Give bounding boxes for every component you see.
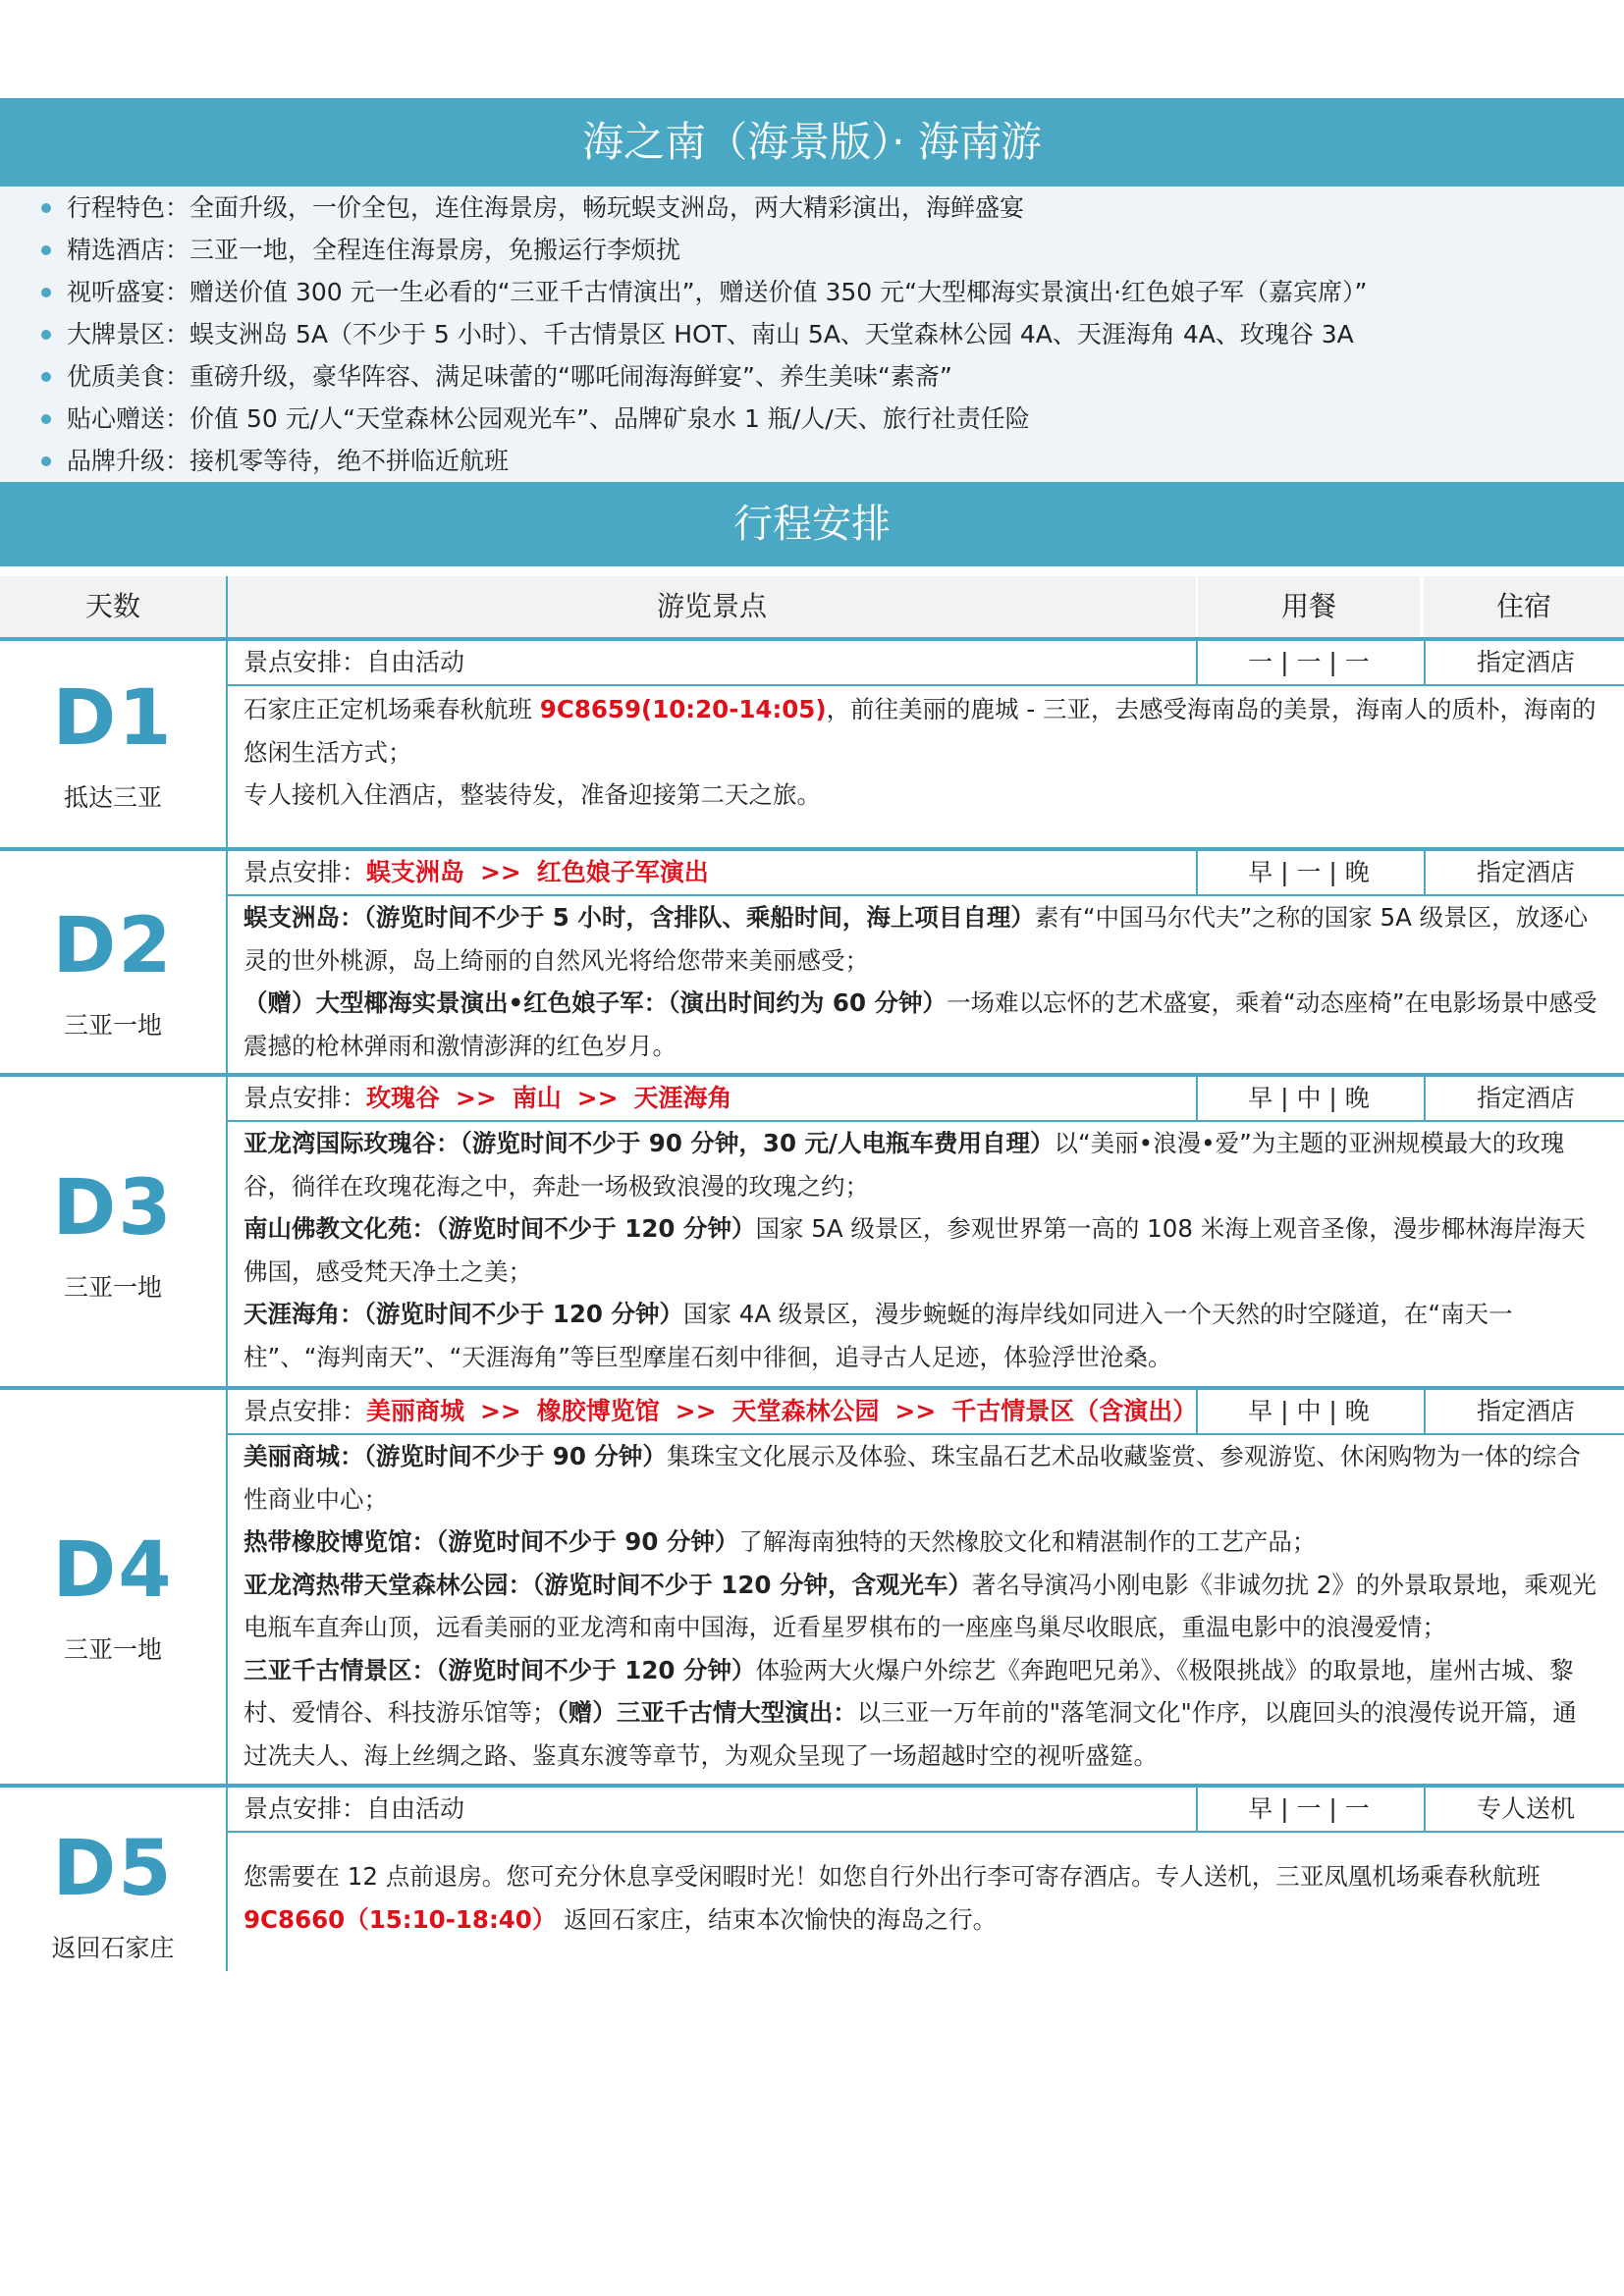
hotel-cell: 指定酒店 [1424, 1390, 1624, 1433]
paragraph: 蜈支洲岛：（游览时间不少于 5 小时，含排队、乘船时间，海上项目自理）素有“中国马尔代夫”之称的国家 5A 级景区，放逐心灵的世外桃源，岛上绮丽的自然风光将给您带来美丽感受； [244, 903, 1589, 975]
day-subtitle: 三亚一地 [63, 1011, 162, 1040]
list-item: 品牌升级：接机零等待，绝不拼临近航班 [39, 440, 1368, 482]
paragraph: 美丽商城：（游览时间不少于 90 分钟）集珠宝文化展示及体验、珠宝晶石艺术品收藏鉴赏、参观游览、休闲购物为一体的综合性商业中心； [244, 1442, 1581, 1514]
day-code: D1 [52, 674, 174, 763]
paragraph: 您需要在 12 点前退房。您可充分休息享受闲暇时光！如您自行外出行李可寄存酒店。专人送机，三亚凤凰机场乘春秋航班 9C8660（15:10-18:40） 返回石家庄，结束本次愉快的海岛之行。 [244, 1862, 1541, 1934]
day-code: D4 [52, 1526, 174, 1615]
day-description [244, 688, 1598, 817]
day-code: D5 [52, 1825, 174, 1913]
schedule-row-d3 [226, 1077, 1624, 1122]
meals-cell: 早 | 一 | 晚 [1196, 851, 1420, 894]
day-code: D3 [52, 1164, 174, 1253]
day-subtitle: 抵达三亚 [63, 783, 162, 812]
day-subtitle: 三亚一地 [63, 1635, 162, 1664]
list-item: 精选酒店：三亚一地，全程连住海景房，免搬运行李烦扰 [39, 229, 1368, 271]
paragraph: （赠）大型椰海实景演出•红色娘子军：（演出时间约为 60 分钟）一场难以忘怀的艺术盛宴，乘着“动态座椅”在电影场景中感受震撼的枪林弹雨和激情澎湃的红色岁月。 [244, 988, 1597, 1060]
list-item: 视听盛宴：赠送价值 300 元一生必看的“三亚千古情演出”，赠送价值 350 元“大型椰海实景演出·红色娘子军（嘉宾席）” [39, 271, 1368, 313]
page-title: 海之南（海景版）· 海南游 [582, 118, 1042, 166]
bullet-icon [41, 288, 51, 297]
section-title: 行程安排 [733, 502, 891, 547]
flight-number: 9C8659(10:20-14:05) [539, 695, 827, 723]
schedule-text: 景点安排：美丽商城 >> 橡胶博览馆 >> 天堂森林公园 >> 千古情景区（含演出） [244, 1397, 1198, 1425]
list-item: 行程特色：全面升级，一价全包，连住海景房，畅玩蜈支洲岛，两大精彩演出，海鲜盛宴 [39, 187, 1368, 229]
day-description [244, 896, 1598, 1067]
day-cell-d1 [0, 674, 226, 814]
list-item: 优质美食：重磅升级，豪华阵容、满足味蕾的“哪吒闹海海鲜宴”、养生美味“素斋” [39, 355, 1368, 398]
schedule-row-d1 [226, 641, 1624, 686]
schedule-text: 景点安排：自由活动 [244, 648, 465, 676]
day-cell-d3 [0, 1164, 226, 1304]
paragraph: 南山佛教文化苑：（游览时间不少于 120 分钟）国家 5A 级景区，参观世界第一高的 108 米海上观音圣像，漫步椰林海岸海天佛国，感受梵天净土之美； [244, 1214, 1586, 1286]
meals-cell: 早 | 中 | 晚 [1196, 1390, 1420, 1433]
day-cell-d2 [0, 902, 226, 1041]
meals-cell: 早 | 一 | 一 [1196, 1788, 1420, 1831]
hotel-cell: 指定酒店 [1424, 851, 1624, 894]
title-banner [0, 98, 1624, 187]
bullet-icon [41, 245, 51, 255]
bullet-icon [41, 456, 51, 466]
day-cell-d5 [0, 1825, 226, 1964]
paragraph: 石家庄正定机场乘春秋航班 9C8659(10:20-14:05)，前往美丽的鹿城 - 三亚，去感受海南岛的美景，海南人的质朴，海南的悠闲生活方式； [244, 695, 1597, 767]
feature-list [39, 187, 1368, 482]
paragraph: 亚龙湾国际玫瑰谷：（游览时间不少于 90 分钟，30 元/人电瓶车费用自理）以“美丽•浪漫•爱”为主题的亚洲规模最大的玫瑰谷，徜徉在玫瑰花海之中，奔赴一场极致浪漫的玫瑰之约； [244, 1129, 1565, 1201]
column-divider [226, 576, 228, 1971]
header-days: 天数 [0, 576, 226, 637]
list-item: 大牌景区：蜈支洲岛 5A（不少于 5 小时）、千古情景区 HOT、南山 5A、天堂森林公园 4A、天涯海角 4A、玫瑰谷 3A [39, 313, 1368, 355]
features-box [0, 187, 1624, 482]
schedule-row-d2 [226, 851, 1624, 896]
day-description [244, 1435, 1598, 1777]
day-description [244, 1122, 1598, 1378]
day-cell-d4 [0, 1526, 226, 1666]
schedule-row-d5 [226, 1788, 1624, 1833]
day-description [244, 1855, 1598, 1941]
hotel-cell: 指定酒店 [1424, 641, 1624, 684]
itinerary-table [0, 566, 1624, 1971]
paragraph: 热带橡胶博览馆：（游览时间不少于 90 分钟）了解海南独特的天然橡胶文化和精湛制作的工艺产品； [244, 1527, 1317, 1556]
bullet-icon [41, 414, 51, 424]
meals-cell: 早 | 中 | 晚 [1196, 1077, 1420, 1120]
list-item: 贴心赠送：价值 50 元/人“天堂森林公园观光车”、品牌矿泉水 1 瓶/人/天、旅行社责任险 [39, 398, 1368, 440]
paragraph: 专人接机入住酒店，整装待发，准备迎接第二天之旅。 [244, 780, 821, 809]
bullet-icon [41, 372, 51, 382]
paragraph: 天涯海角：（游览时间不少于 120 分钟）国家 4A 级景区，漫步蜿蜒的海岸线如同进入一个天然的时空隧道，在“南天一柱”、“海判南天”、“天涯海角”等巨型摩崖石刻中徘徊，追寻古人足迹，体验浮世沧桑。 [244, 1300, 1513, 1371]
bullet-icon [41, 203, 51, 213]
section-banner [0, 482, 1624, 566]
header-meals: 用餐 [1198, 576, 1420, 637]
schedule-text: 景点安排：玫瑰谷 >> 南山 >> 天涯海角 [244, 1084, 732, 1112]
header-spots: 游览景点 [228, 576, 1196, 637]
flight-number: 9C8660（15:10-18:40） [244, 1904, 557, 1934]
paragraph: 亚龙湾热带天堂森林公园：（游览时间不少于 120 分钟，含观光车）著名导演冯小刚电影《非诚勿扰 2》的外景取景地，乘观光电瓶车直奔山顶，远看美丽的亚龙湾和南中国海，近看星罗棋布的一座座鸟巢尽收眼底，重温电影中的浪漫爱情； [244, 1570, 1597, 1641]
schedule-row-d4 [226, 1390, 1624, 1435]
day-code: D2 [52, 902, 174, 990]
header-hotel: 住宿 [1424, 576, 1624, 637]
bullet-icon [41, 330, 51, 340]
day-subtitle: 三亚一地 [63, 1273, 162, 1302]
schedule-text: 景点安排：自由活动 [244, 1794, 465, 1823]
paragraph: 三亚千古情景区：（游览时间不少于 120 分钟）体验两大火爆户外综艺《奔跑吧兄弟》、《极限挑战》的取景地，崖州古城、黎村、爱情谷、科技游乐馆等；（赠）三亚千古情大型演出：以三亚一万年前的"落笔洞文化"作序，以鹿回头的浪漫传说开篇，通过冼夫人、海上丝绸之路、鉴真东渡等章节，为观众呈现了一场超越时空的视听盛筵。 [244, 1655, 1577, 1770]
hotel-cell: 指定酒店 [1424, 1077, 1624, 1120]
schedule-text: 景点安排：蜈支洲岛 >> 红色娘子军演出 [244, 858, 709, 886]
hotel-cell: 专人送机 [1424, 1788, 1624, 1831]
day-subtitle: 返回石家庄 [51, 1934, 175, 1962]
meals-cell: 一 | 一 | 一 [1196, 641, 1420, 684]
